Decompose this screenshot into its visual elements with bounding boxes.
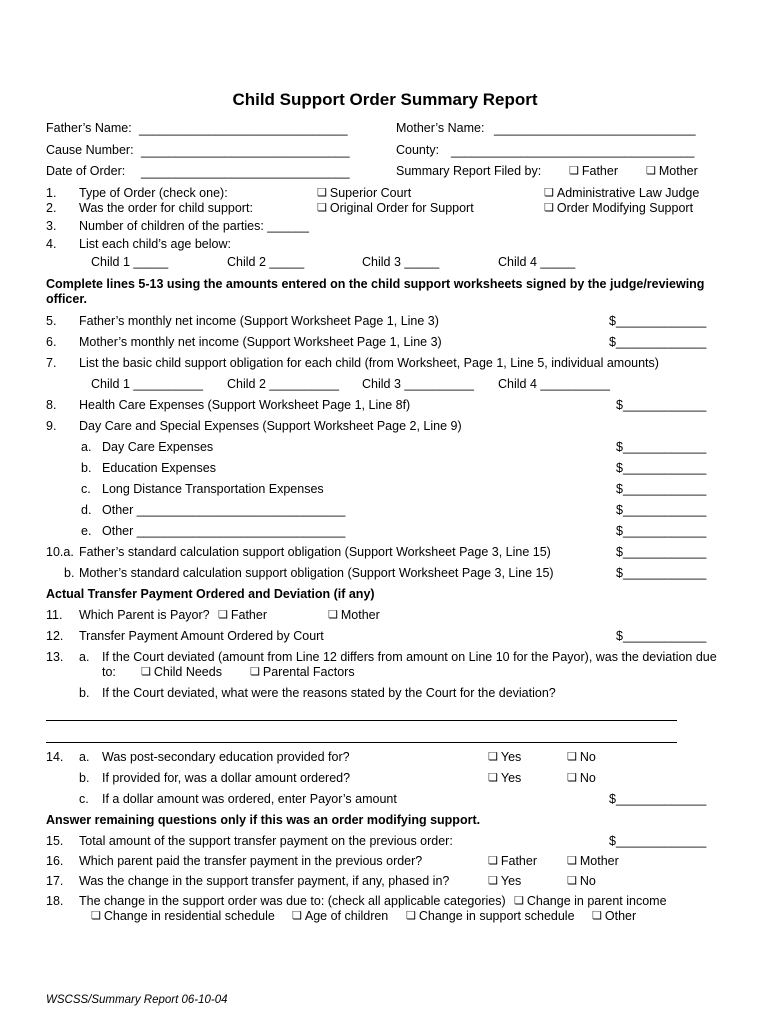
q14b-letter: b. xyxy=(79,771,90,785)
q10b-number: b. xyxy=(64,566,75,580)
fathers-name-label: Father’s Name: xyxy=(46,121,132,135)
q10a-number: 10.a. xyxy=(46,545,74,559)
q9c-text: Long Distance Transportation Expenses xyxy=(102,482,324,496)
change-other-checkbox[interactable]: ❏ Other xyxy=(592,909,636,925)
change-parent-income-checkbox[interactable]: ❏ Change in parent income xyxy=(514,894,667,910)
q16-number: 16. xyxy=(46,854,64,868)
previous-payer-father-checkbox[interactable]: ❏ Father xyxy=(488,854,537,870)
q9b-text: Education Expenses xyxy=(102,461,216,475)
q6-number: 6. xyxy=(46,335,57,349)
q4-text: List each child’s age below: xyxy=(79,237,231,251)
fathers-name-field[interactable]: ______________________________ xyxy=(139,122,348,136)
q8-amount-field[interactable]: $____________ xyxy=(616,398,707,412)
deviation-child-needs-checkbox[interactable]: ❏ Child Needs xyxy=(141,665,222,681)
q4-child-age-2[interactable]: Child 2 _____ xyxy=(227,255,305,269)
mothers-name-label: Mother’s Name: xyxy=(396,121,485,135)
q9a-amount-field[interactable]: $____________ xyxy=(616,440,707,454)
q8-text: Health Care Expenses (Support Worksheet Page 1, Line 8f) xyxy=(79,398,411,412)
q13a-text: If the Court deviated (amount from Line 12 differs from amount on Line 10 for the Payor), was the deviation due xyxy=(102,650,717,664)
instruction-text: Complete lines 5-13 using the amounts entered on the child support worksheets signed by the judge/reviewing xyxy=(46,277,705,291)
q8-number: 8. xyxy=(46,398,57,412)
deviation-reason-line-2[interactable] xyxy=(46,742,677,743)
q10a-text: Father’s standard calculation support obligation (Support Worksheet Page 3, Line 15) xyxy=(79,545,551,559)
county-field[interactable]: ___________________________________ xyxy=(451,144,695,158)
order-modifying-checkbox[interactable]: ❏ Order Modifying Support xyxy=(544,201,693,217)
q9e-amount-field[interactable]: $____________ xyxy=(616,524,707,538)
q9-text: Day Care and Special Expenses (Support Worksheet Page 2, Line 9) xyxy=(79,419,462,433)
q7-child-obligation-4[interactable]: Child 4 __________ xyxy=(498,377,610,391)
section-actual-heading: Actual Transfer Payment Ordered and Deviation (if any) xyxy=(46,587,375,601)
q18-number: 18. xyxy=(46,894,64,908)
q5-amount-field[interactable]: $_____________ xyxy=(609,314,707,328)
q6-text: Mother’s monthly net income (Support Worksheet Page 1, Line 3) xyxy=(79,335,442,349)
q17-number: 17. xyxy=(46,874,64,888)
payor-mother-checkbox[interactable]: ❏ Mother xyxy=(328,608,380,624)
post-secondary-yes-checkbox[interactable]: ❏ Yes xyxy=(488,750,521,766)
q10b-text: Mother’s standard calculation support obligation (Support Worksheet Page 3, Line 15) xyxy=(79,566,554,580)
original-order-checkbox[interactable]: ❏ Original Order for Support xyxy=(317,201,474,217)
q3-text[interactable]: Number of children of the parties: ______ xyxy=(79,219,309,233)
q2-number: 2. xyxy=(46,201,57,215)
date-of-order-field[interactable]: ______________________________ xyxy=(141,165,350,179)
q9e-text[interactable]: Other ______________________________ xyxy=(102,524,346,538)
q18-text: The change in the support order was due to: (check all applicable categories) xyxy=(79,894,506,908)
q14c-letter: c. xyxy=(79,792,89,806)
q11-number: 11. xyxy=(46,608,63,622)
q16-text: Which parent paid the transfer payment in the previous order? xyxy=(79,854,423,868)
q9c-amount-field[interactable]: $____________ xyxy=(616,482,707,496)
q9b-amount-field[interactable]: $____________ xyxy=(616,461,707,475)
q6-amount-field[interactable]: $_____________ xyxy=(609,335,707,349)
payor-father-checkbox[interactable]: ❏ Father xyxy=(218,608,267,624)
q9d-letter: d. xyxy=(81,503,92,517)
superior-court-checkbox[interactable]: ❏ Superior Court xyxy=(317,186,411,202)
date-of-order-label: Date of Order: xyxy=(46,164,126,178)
q12-number: 12. xyxy=(46,629,64,643)
q4-child-age-1[interactable]: Child 1 _____ xyxy=(91,255,169,269)
q14a-text: Was post-secondary education provided for? xyxy=(102,750,350,764)
cause-number-label: Cause Number: xyxy=(46,143,134,157)
q9c-letter: c. xyxy=(81,482,91,496)
dollar-amount-no-checkbox[interactable]: ❏ No xyxy=(567,771,596,787)
q9d-amount-field[interactable]: $____________ xyxy=(616,503,707,517)
instruction-text-cont: officer. xyxy=(46,292,87,306)
q4-child-age-4[interactable]: Child 4 _____ xyxy=(498,255,576,269)
age-of-children-checkbox[interactable]: ❏ Age of children xyxy=(292,909,388,925)
filed-by-label: Summary Report Filed by: xyxy=(396,164,542,178)
q14b-text: If provided for, was a dollar amount ordered? xyxy=(102,771,351,785)
filed-by-mother-checkbox[interactable]: ❏ Mother xyxy=(646,164,698,180)
post-secondary-no-checkbox[interactable]: ❏ No xyxy=(567,750,596,766)
deviation-reason-line-1[interactable] xyxy=(46,720,677,721)
q5-text: Father’s monthly net income (Support Worksheet Page 1, Line 3) xyxy=(79,314,439,328)
q9-number: 9. xyxy=(46,419,57,433)
section-modify-heading: Answer remaining questions only if this was an order modifying support. xyxy=(46,813,481,827)
q4-number: 4. xyxy=(46,237,57,251)
administrative-law-judge-checkbox[interactable]: ❏ Administrative Law Judge xyxy=(544,186,699,202)
q13-number: 13. xyxy=(46,650,64,664)
county-label: County: xyxy=(396,143,440,157)
cause-number-field[interactable]: ______________________________ xyxy=(141,144,350,158)
dollar-amount-yes-checkbox[interactable]: ❏ Yes xyxy=(488,771,521,787)
q15-text: Total amount of the support transfer payment on the previous order: xyxy=(79,834,453,848)
q14c-amount-field[interactable]: $_____________ xyxy=(609,792,707,806)
phased-in-no-checkbox[interactable]: ❏ No xyxy=(567,874,596,890)
previous-payer-mother-checkbox[interactable]: ❏ Mother xyxy=(567,854,619,870)
q7-child-obligation-2[interactable]: Child 2 __________ xyxy=(227,377,339,391)
filed-by-father-checkbox[interactable]: ❏ Father xyxy=(569,164,618,180)
q7-child-obligation-3[interactable]: Child 3 __________ xyxy=(362,377,474,391)
mothers-name-field[interactable]: _____________________________ xyxy=(494,122,696,136)
q9e-letter: e. xyxy=(81,524,92,538)
q10a-amount-field[interactable]: $____________ xyxy=(616,545,707,559)
q3-number: 3. xyxy=(46,219,57,233)
q5-number: 5. xyxy=(46,314,57,328)
q1-text: Type of Order (check one): xyxy=(79,186,228,200)
form-footer: WSCSS/Summary Report 06-10-04 xyxy=(46,994,228,1006)
deviation-parental-factors-checkbox[interactable]: ❏ Parental Factors xyxy=(250,665,355,681)
q9a-letter: a. xyxy=(81,440,92,454)
page-title: Child Support Order Summary Report xyxy=(232,90,538,109)
phased-in-yes-checkbox[interactable]: ❏ Yes xyxy=(488,874,521,890)
q9b-letter: b. xyxy=(81,461,92,475)
q9a-text: Day Care Expenses xyxy=(102,440,214,454)
q13a-letter: a. xyxy=(79,650,90,664)
q15-number: 15. xyxy=(46,834,64,848)
q9d-text[interactable]: Other ______________________________ xyxy=(102,503,346,517)
q15-amount-field[interactable]: $_____________ xyxy=(609,834,707,848)
q10b-amount-field[interactable]: $____________ xyxy=(616,566,707,580)
q13b-text: If the Court deviated, what were the reasons stated by the Court for the deviation? xyxy=(102,686,556,700)
q14a-letter: a. xyxy=(79,750,90,764)
q4-child-age-3[interactable]: Child 3 _____ xyxy=(362,255,440,269)
q13b-letter: b. xyxy=(79,686,90,700)
q14c-text: If a dollar amount was ordered, enter Payor’s amount xyxy=(102,792,397,806)
q11-text: Which Parent is Payor? xyxy=(79,608,210,622)
q1-number: 1. xyxy=(46,186,57,200)
q7-child-obligation-1[interactable]: Child 1 __________ xyxy=(91,377,203,391)
q2-text: Was the order for child support: xyxy=(79,201,253,215)
q7-number: 7. xyxy=(46,356,57,370)
change-support-schedule-checkbox[interactable]: ❏ Change in support schedule xyxy=(406,909,575,925)
q7-text: List the basic child support obligation for each child (from Worksheet, Page 1, Line 5, individual amounts) xyxy=(79,356,659,370)
q14-number: 14. xyxy=(46,750,64,764)
q12-amount-field[interactable]: $____________ xyxy=(616,629,707,643)
change-residential-schedule-checkbox[interactable]: ❏ Change in residential schedule xyxy=(91,909,275,925)
q12-text: Transfer Payment Amount Ordered by Court xyxy=(79,629,324,643)
q17-text: Was the change in the support transfer payment, if any, phased in? xyxy=(79,874,450,888)
q13a-to: to: xyxy=(102,665,116,679)
